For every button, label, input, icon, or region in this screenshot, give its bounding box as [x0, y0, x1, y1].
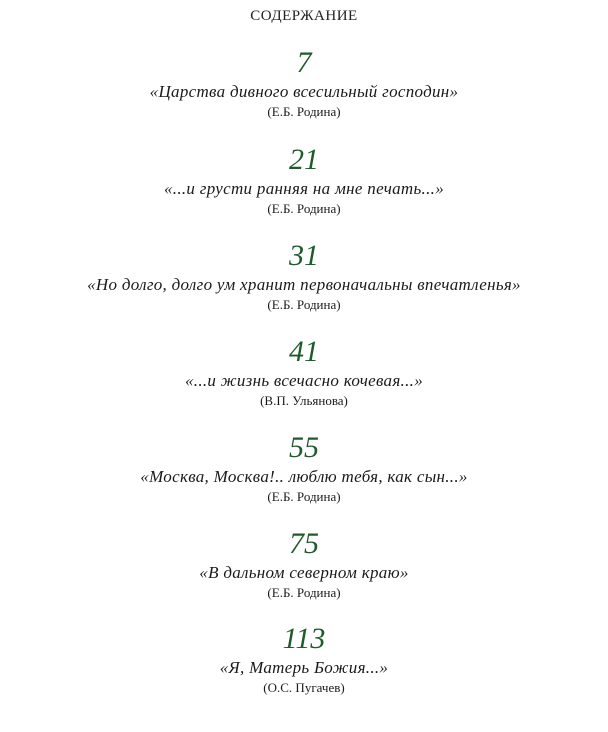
toc-entry	[0, 431, 608, 506]
entry-title: «Царства дивного всесильный господин»	[149, 82, 459, 101]
entry-author: (Е.Б. Родина)	[267, 489, 341, 504]
entry-author: (Е.Б. Родина)	[267, 201, 341, 216]
entry-title: «...и жизнь всечасно кочевая...»	[184, 371, 424, 390]
entry-page-number: 41	[289, 335, 319, 368]
entry-page-number: 55	[289, 431, 319, 464]
entry-title: «Москва, Москва!.. люблю тебя, как сын...»	[140, 467, 468, 486]
toc-heading: СОДЕРЖАНИЕ	[250, 8, 358, 24]
entry-author: (В.П. Ульянова)	[260, 393, 348, 408]
entry-title: «В дальном северном краю»	[199, 563, 409, 582]
toc-entry	[0, 527, 608, 602]
entry-author: (Е.Б. Родина)	[267, 104, 341, 119]
entry-page-number: 31	[289, 239, 319, 272]
entry-author: (О.С. Пугачев)	[263, 680, 345, 695]
entry-page-number: 21	[289, 143, 319, 176]
toc-entry	[0, 335, 608, 410]
entry-title: «Я, Матерь Божия...»	[219, 658, 389, 677]
entry-page-number: 75	[289, 527, 319, 560]
toc-entry	[0, 143, 608, 218]
entry-page-number: 7	[296, 46, 312, 79]
entry-title: «...и грусти ранняя на мне печать...»	[163, 179, 444, 198]
entry-author: (Е.Б. Родина)	[267, 297, 341, 312]
entry-title: «Но долго, долго ум хранит первоначальны впечатленья»	[87, 275, 521, 294]
entry-page-number: 113	[282, 622, 326, 655]
toc-entry	[0, 239, 608, 314]
entry-author: (Е.Б. Родина)	[267, 585, 341, 600]
toc-entry	[0, 622, 608, 697]
toc-entry	[0, 46, 608, 121]
